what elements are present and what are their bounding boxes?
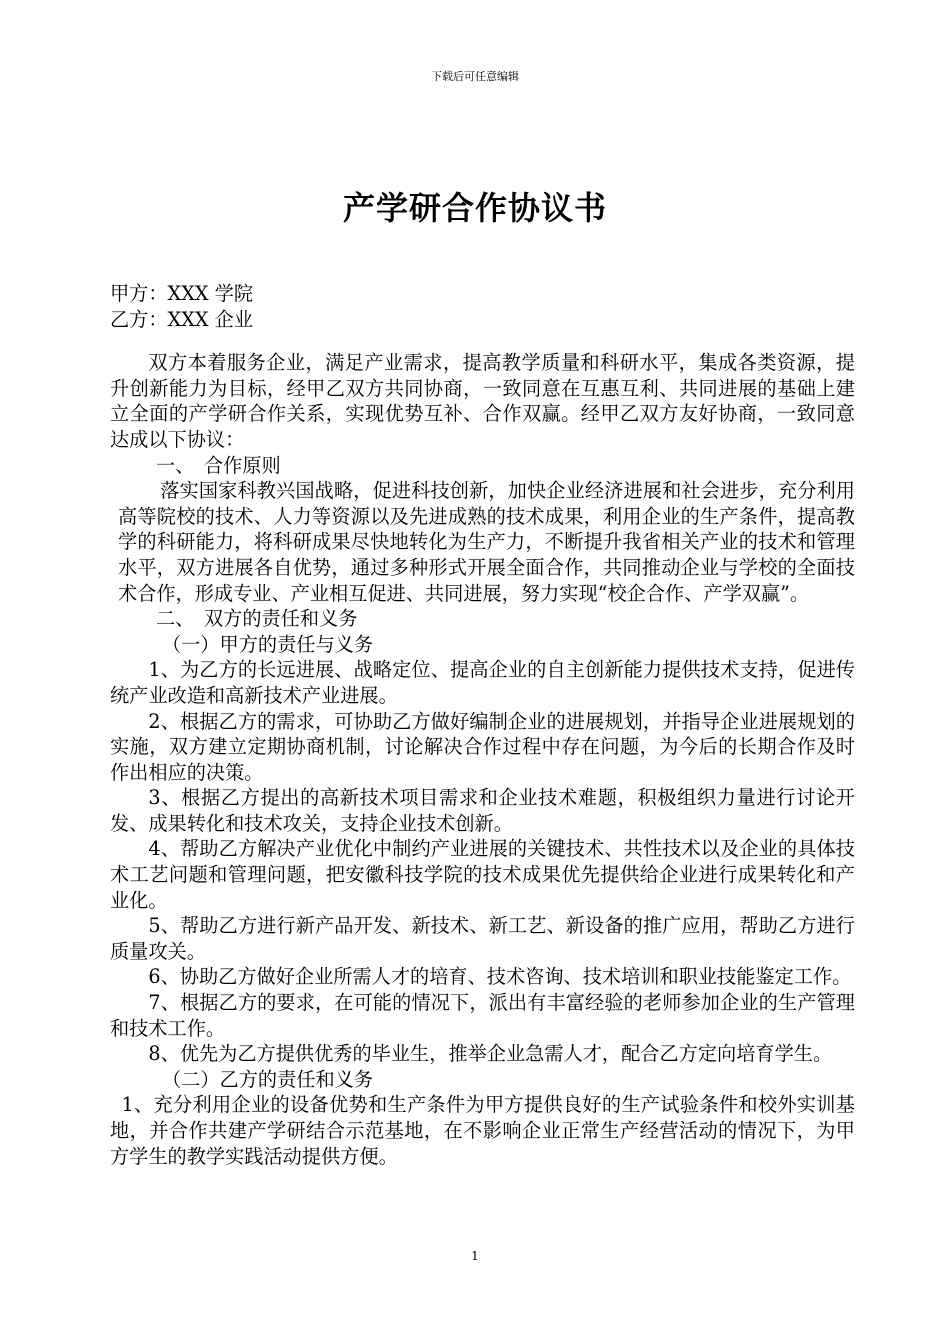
section-1-text: 落实国家科教兴国战略，促进科技创新，加快企业经济进展和社会进步，充分利用高等院校的技术、人力等资源以及先进成熟的技术成果，利用企业的生产条件，提高教学的科研能力，将科研成果尽快地转化为生产力，不断提升我省相关产业的技术和管理水平，双方进展各自优势，通过多种形式开展全面合作，共同推动企业与学校的全面技术合作，形成专业、产业相互促进、共同进展，努力实现“校企合作、产学双赢”。: [118, 479, 855, 605]
list-item: 6、协助乙方做好企业所需人才的培育、技术咨询、技术培训和职业技能鉴定工作。: [148, 965, 852, 989]
page-header: 下载后可任意编辑: [431, 70, 519, 83]
section-1-block: [110, 478, 855, 606]
document-body: [110, 281, 855, 1169]
party-b: 乙方：XXX 企业: [110, 307, 254, 331]
section-heading-1: 一、 合作原则: [156, 453, 281, 477]
list-item: 1、充分利用企业的设备优势和生产条件为甲方提供良好的生产试验条件和校外实训基地，并合作共建产学研结合示范基地，在不影响企业正常生产经营活动的情况下，为甲方学生的教学实践活动提供方便。: [110, 1093, 855, 1168]
intro-paragraph: 双方本着服务企业，满足产业需求，提高教学质量和科研水平，集成各类资源，提升创新能力为目标，经甲乙双方共同协商，一致同意在互惠互利、共同进展的基础上建立全面的产学研合作关系，实现优势互补、合作双赢。经甲乙双方友好协商，一致同意达成以下协议：: [110, 351, 855, 451]
list-item: 3、根据乙方提出的高新技术项目需求和企业技术难题，积极组织力量进行讨论开发、成果转化和技术攻关，支持企业技术创新。: [110, 786, 855, 835]
list-item: 1、为乙方的长远进展、战略定位、提高企业的自主创新能力提供技术支持，促进传统产业改造和高新技术产业进展。: [110, 658, 855, 707]
list-item: 5、帮助乙方进行新产品开发、新技术、新工艺、新设备的推广应用，帮助乙方进行质量攻关。: [110, 914, 855, 963]
list-item: 8、优先为乙方提供优秀的毕业生，推举企业急需人才，配合乙方定向培育学生。: [148, 1042, 833, 1066]
party-a: 甲方：XXX 学院: [110, 282, 254, 305]
page-number: 1: [471, 1249, 479, 1263]
list-item: 7、根据乙方的要求，在可能的情况下，派出有丰富经验的老师参加企业的生产管理和技术工作。: [110, 991, 855, 1040]
list-item: 2、根据乙方的需求，可协助乙方做好编制企业的进展规划，并指导企业进展规划的实施，双方建立定期协商机制，讨论解决合作过程中存在问题，为今后的长期合作及时作出相应的决策。: [110, 709, 855, 784]
subsection-heading-a: （一）甲方的责任与义务: [162, 632, 374, 656]
document-title: 产学研合作协议书: [342, 189, 607, 227]
subsection-heading-b: （二）乙方的责任和义务: [162, 1067, 374, 1091]
list-item: 4、帮助乙方解决产业优化中制约产业进展的关键技术、共性技术以及企业的具体技术工艺问题和管理问题，把安徽科技学院的技术成果优先提供给企业进行成果转化和产业化。: [110, 837, 855, 912]
section-heading-2: 二、 双方的责任和义务: [156, 607, 358, 631]
